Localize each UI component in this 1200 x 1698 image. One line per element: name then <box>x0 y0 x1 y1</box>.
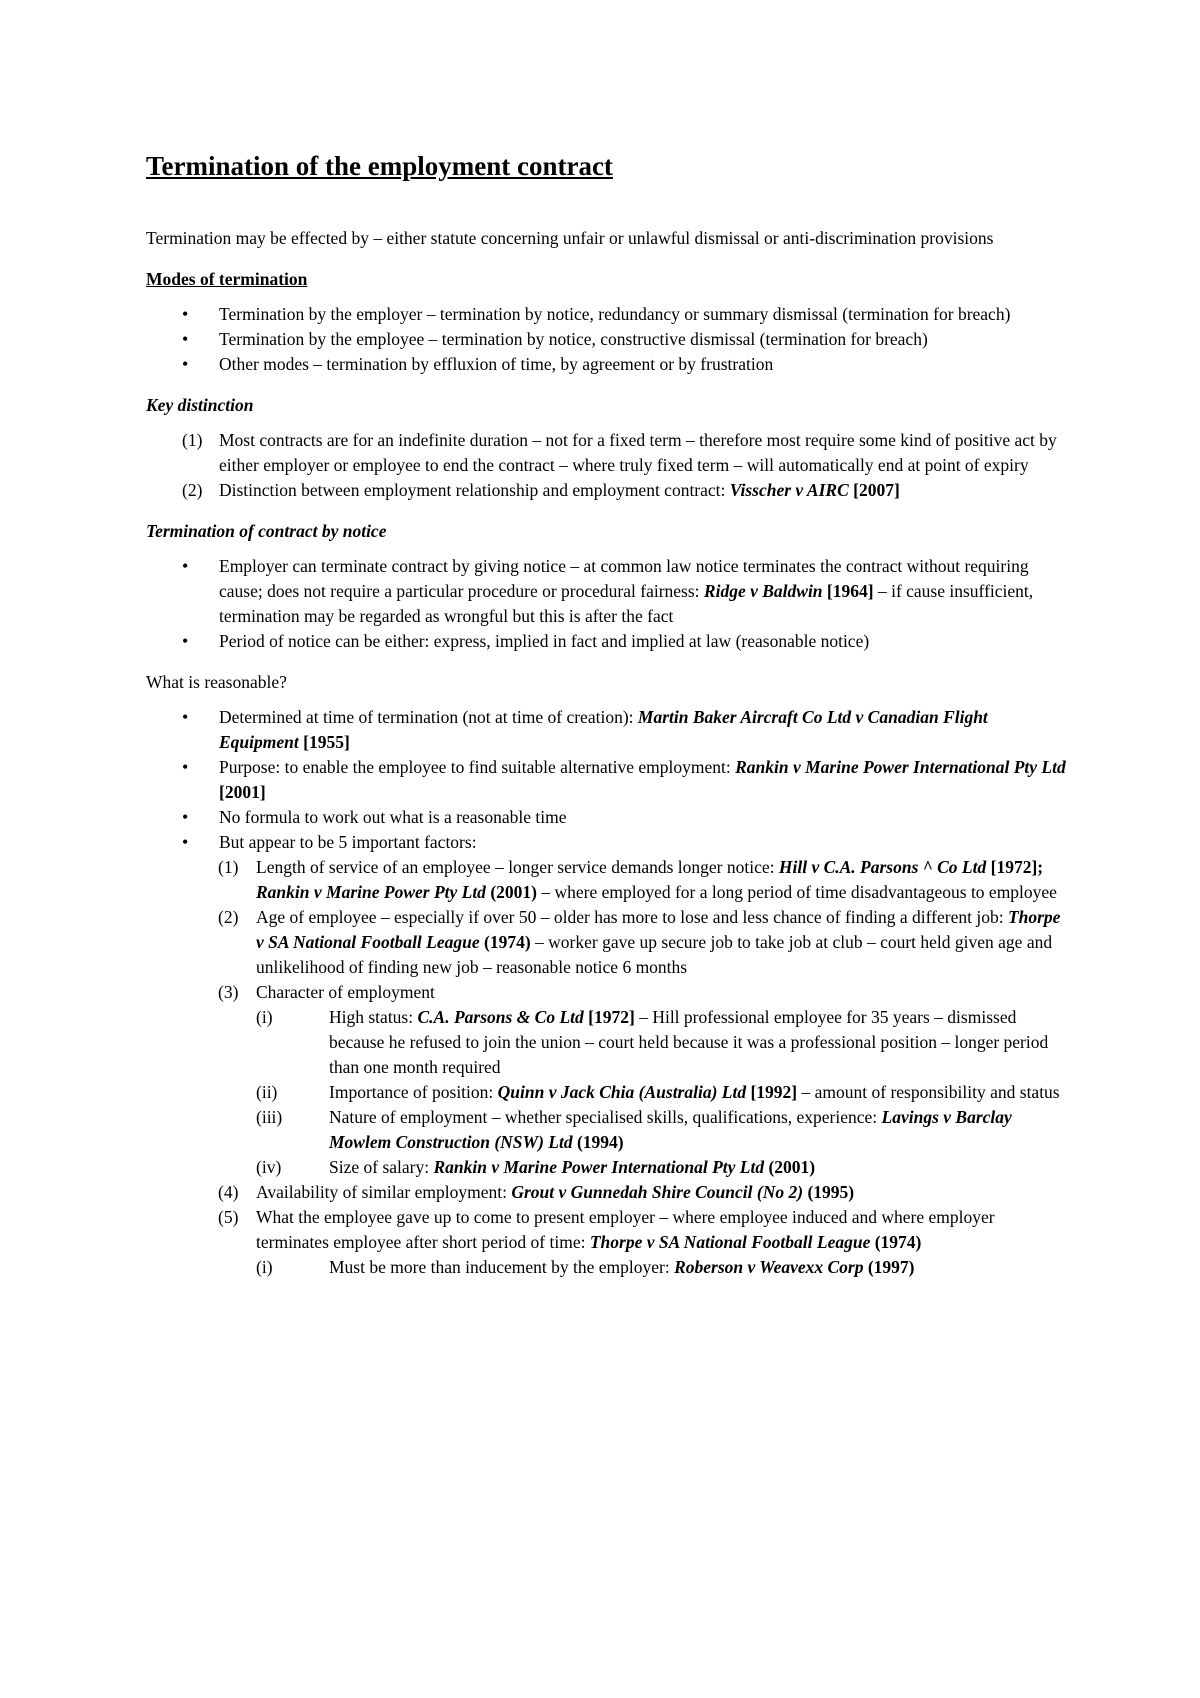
notice-list <box>146 554 1066 654</box>
list-item: • Other modes – termination by effluxion of time, by agreement or by frustration <box>146 352 1066 377</box>
item-text: Distinction between employment relationship and employment contract: <box>219 480 730 500</box>
item-text: Length of service of an employee – longer service demands longer notice: <box>256 857 779 877</box>
item-number: (2) <box>182 480 203 500</box>
item-text-after: – if cause insufficient, termination may be regarded as wrongful but this is after the fact <box>219 581 1034 626</box>
item-number: (3) <box>218 982 239 1002</box>
item-text: Most contracts are for an indefinite duration – not for a fixed term – therefore most require some kind of positive act by either employer or employee to end the contract – where truly fixed term – will automatically end at point of expiry <box>219 430 1057 475</box>
case-name: Lavings v Barclay Mowlem Construction (NSW) Ltd <box>329 1107 1012 1152</box>
numbered-item <box>146 905 1066 980</box>
case-year: (2001) <box>485 882 537 902</box>
roman-item <box>146 1105 1066 1155</box>
list-item: • Termination by the employer – termination by notice, redundancy or summary dismissal (termination for breach) <box>146 302 1066 327</box>
key-distinction-list <box>146 428 1066 503</box>
item-text-after: – amount of responsibility and status <box>797 1082 1060 1102</box>
numbered-item <box>146 855 1066 905</box>
case-name: Ridge v Baldwin <box>703 581 823 601</box>
list-item: • Period of notice can be either: express, implied in fact and implied at law (reasonable notice) <box>146 629 1066 654</box>
item-number: (1) <box>218 857 239 877</box>
case-name: Rankin v Marine Power International Pty Ltd <box>433 1157 765 1177</box>
case-year: (1974) <box>479 932 531 952</box>
item-text: High status: <box>329 1007 418 1027</box>
item-number: (2) <box>218 907 239 927</box>
item-text: Availability of similar employment: <box>256 1182 512 1202</box>
case-year: [1972] <box>583 1007 635 1027</box>
list-item <box>146 705 1066 755</box>
numbered-item <box>146 478 1066 503</box>
list-item: • Termination by the employee – termination by notice, constructive dismissal (termination for breach) <box>146 327 1066 352</box>
notice-heading: Termination of contract by notice <box>146 521 387 541</box>
list-item <box>146 755 1066 805</box>
case-name: C.A. Parsons & Co Ltd <box>417 1007 584 1027</box>
case-name: Martin Baker Aircraft Co Ltd v Canadian Flight Equipment <box>219 707 988 752</box>
case-name: Quinn v Jack Chia (Australia) Ltd <box>497 1082 747 1102</box>
case-name: Rankin v Marine Power International Pty Ltd <box>735 757 1066 777</box>
roman-item <box>146 1080 1066 1105</box>
case-year: (1974) <box>870 1232 922 1252</box>
list-item: • But appear to be 5 important factors: <box>146 830 1066 855</box>
page-title: Termination of the employment contract <box>146 151 613 181</box>
item-text: What the employee gave up to come to present employer – where employee induced and where employer terminates employee after short period of time: <box>256 1207 995 1252</box>
numbered-item <box>146 1205 1066 1255</box>
document-page <box>146 140 1066 1280</box>
item-text: Purpose: to enable the employee to find suitable alternative employment: <box>219 757 736 777</box>
item-number: (4) <box>218 1182 239 1202</box>
modes-list <box>146 302 1066 377</box>
key-distinction-heading: Key distinction <box>146 395 254 415</box>
reasonable-heading: What is reasonable? <box>146 672 287 692</box>
item-text: Age of employee – especially if over 50 – older has more to lose and less chance of finding a different job: <box>256 907 1008 927</box>
list-item <box>146 554 1066 629</box>
case-year: (2001) <box>764 1157 816 1177</box>
item-number: (1) <box>182 430 203 450</box>
item-number: (i) <box>256 1007 273 1027</box>
case-year: [2001] <box>219 782 266 802</box>
modes-heading: Modes of termination <box>146 269 308 289</box>
item-text: Character of employment <box>256 982 435 1002</box>
case-year: [1992] <box>746 1082 798 1102</box>
item-number: (i) <box>256 1257 273 1277</box>
case-name: Thorpe v SA National Football League <box>589 1232 871 1252</box>
case-name: Grout v Gunnedah Shire Council (No 2) <box>511 1182 804 1202</box>
roman-item <box>146 1255 1066 1280</box>
case-year: (1995) <box>803 1182 855 1202</box>
item-text-after: – worker gave up secure job to take job at club – court held given age and unlikelihood of finding new job – reasonable notice 6 months <box>256 932 1053 977</box>
roman-item <box>146 1155 1066 1180</box>
item-number: (5) <box>218 1207 239 1227</box>
item-text: Determined at time of termination (not at time of creation): <box>219 707 638 727</box>
item-number: (iii) <box>256 1107 283 1127</box>
item-text: Size of salary: <box>329 1157 434 1177</box>
item-text: Must be more than inducement by the employer: <box>329 1257 675 1277</box>
item-number: (iv) <box>256 1157 282 1177</box>
case-year: [1955] <box>298 732 350 752</box>
roman-item <box>146 1005 1066 1080</box>
case-year: (1997) <box>863 1257 915 1277</box>
case-name: Rankin v Marine Power Pty Ltd <box>256 882 486 902</box>
case-year: [1964] <box>822 581 874 601</box>
case-name: Hill v C.A. Parsons ^ Co Ltd <box>778 857 987 877</box>
item-number: (ii) <box>256 1082 278 1102</box>
case-year: [2007] <box>848 480 900 500</box>
case-year: [1972]; <box>986 857 1044 877</box>
case-name: Visscher v AIRC <box>729 480 849 500</box>
intro-paragraph: Termination may be effected by – either statute concerning unfair or unlawful dismissal or anti-discrimination provisions <box>146 228 994 248</box>
item-text-after: – where employed for a long period of time disadvantageous to employee <box>536 882 1057 902</box>
numbered-item <box>146 980 1066 1005</box>
case-name: Thorpe v SA National Football League <box>256 907 1061 952</box>
item-text: Nature of employment – whether specialised skills, qualifications, experience: <box>329 1107 882 1127</box>
item-text-after: – Hill professional employee for 35 years – dismissed because he refused to join the union – court held because it was a professional position – longer period than one month required <box>329 1007 1049 1077</box>
item-text: Employer can terminate contract by giving notice – at common law notice terminates the contract without requiring cause; does not require a particular procedure or procedural fairness: <box>219 556 1029 601</box>
numbered-item <box>146 428 1066 478</box>
case-year: (1994) <box>572 1132 624 1152</box>
case-name: Roberson v Weavexx Corp <box>674 1257 864 1277</box>
factors-list <box>146 855 1066 1280</box>
numbered-item <box>146 1180 1066 1205</box>
item-text: Importance of position: <box>329 1082 498 1102</box>
reasonable-list <box>146 705 1066 855</box>
list-item: • No formula to work out what is a reasonable time <box>146 805 1066 830</box>
